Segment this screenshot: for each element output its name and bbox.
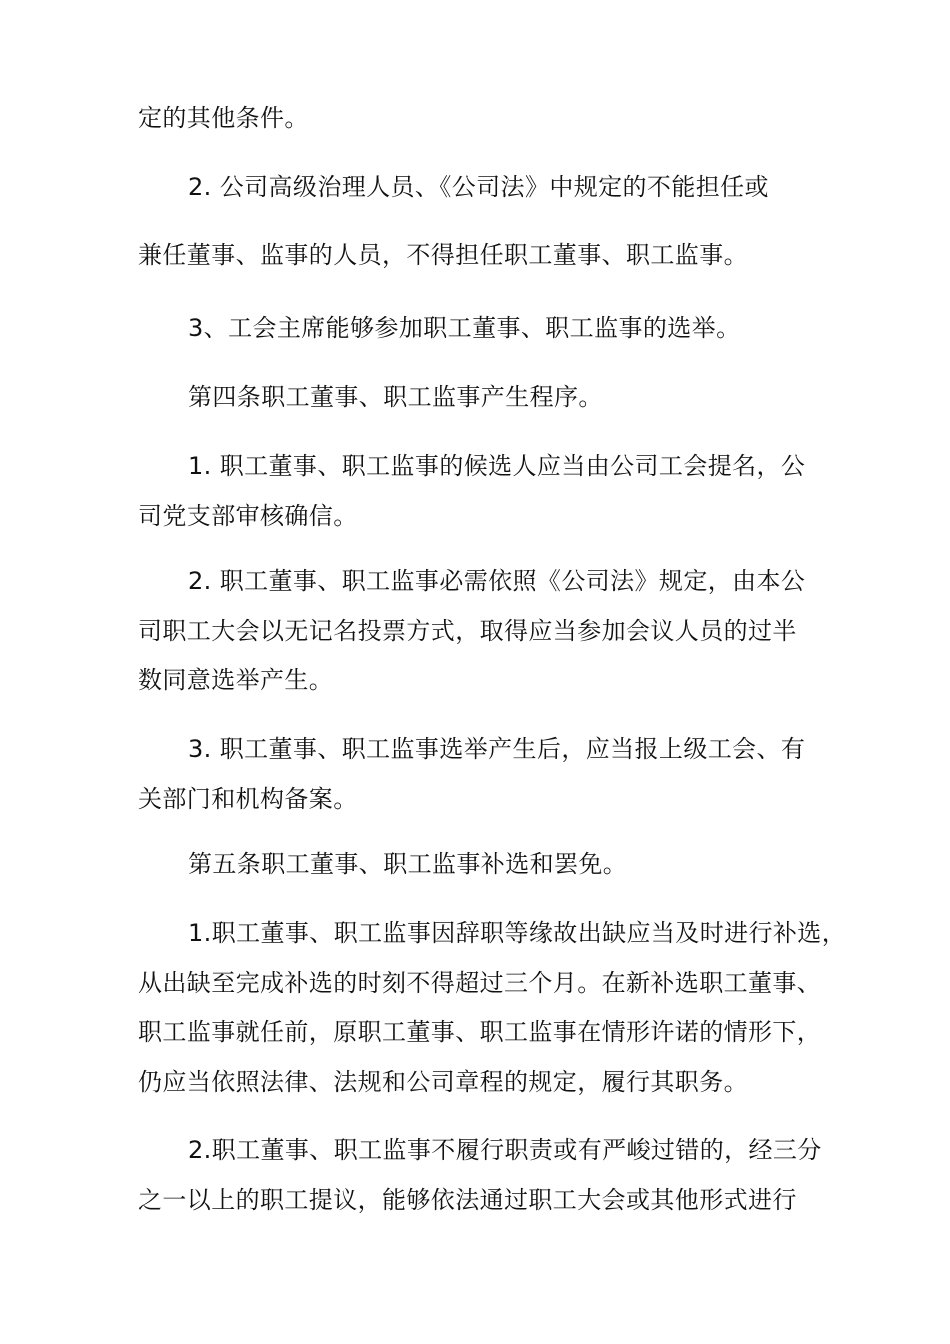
- text-line: 1. 职工董事、职工监事的候选人应当由公司工会提名，公: [188, 452, 806, 480]
- text-line: 之一以上的职工提议，能够依法通过职工大会或其他形式进行: [138, 1186, 797, 1214]
- text-line: 2. 职工董事、职工监事必需依照《公司法》规定，由本公: [188, 567, 806, 595]
- text-line: 3. 职工董事、职工监事选举产生后，应当报上级工会、有: [188, 735, 806, 763]
- section-heading: 第五条职工董事、职工监事补选和罢免。: [188, 850, 628, 878]
- text-line: 2.职工董事、职工监事不履行职责或有严峻过错的，经三分: [188, 1136, 822, 1164]
- text-line: 关部门和机构备案。: [138, 785, 358, 813]
- text-line: 职工监事就任前，原职工董事、职工监事在情形许诺的情形下，: [138, 1018, 822, 1046]
- text-line: 数同意选举产生。: [138, 666, 334, 694]
- text-line: 仍应当依照法律、法规和公司章程的规定，履行其职务。: [138, 1068, 748, 1096]
- text-line: 从出缺至完成补选的时刻不得超过三个月。在新补选职工董事、: [138, 969, 822, 997]
- text-line: 定的其他条件。: [138, 104, 309, 132]
- text-line: 司党支部审核确信。: [138, 502, 358, 530]
- text-line: 3、工会主席能够参加职工董事、职工监事的选举。: [188, 314, 741, 342]
- text-line: 兼任董事、监事的人员，不得担任职工董事、职工监事。: [138, 241, 748, 269]
- text-line: 1.职工董事、职工监事因辞职等缘故出缺应当及时进行补选，: [188, 919, 847, 947]
- section-heading: 第四条职工董事、职工监事产生程序。: [188, 383, 603, 411]
- text-line: 2. 公司高级治理人员、《公司法》中规定的不能担任或: [188, 173, 769, 201]
- text-line: 司职工大会以无记名投票方式，取得应当参加会议人员的过半: [138, 617, 797, 645]
